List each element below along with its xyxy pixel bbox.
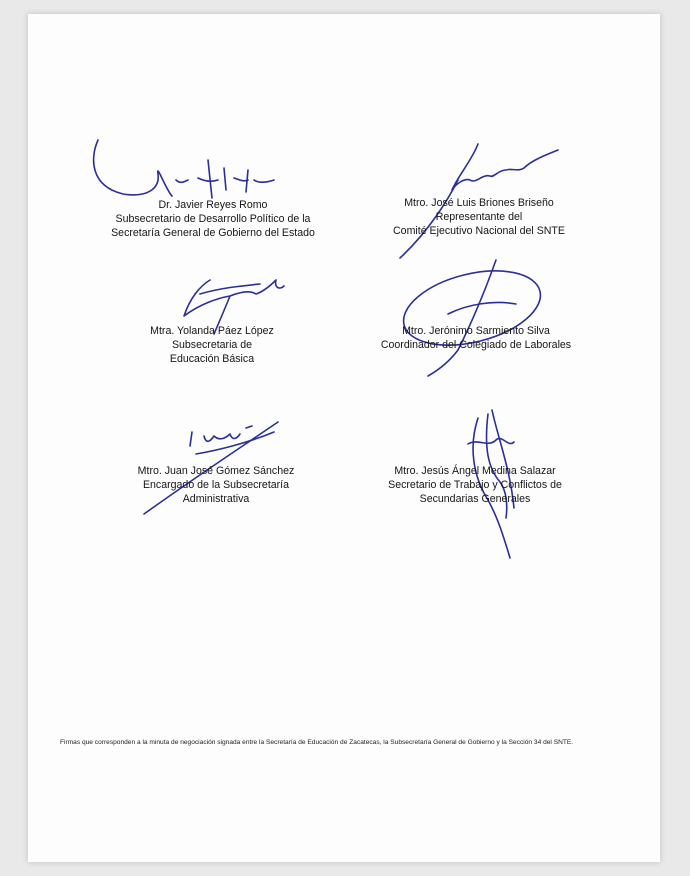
signatory-title-line: Encargado de la Subsecretaría <box>142 479 290 491</box>
signatory-name: Mtro. Jesús Ángel Medina Salazar <box>394 465 556 477</box>
signature-jeronimo-sarmiento <box>398 258 568 378</box>
signatory-title-line: Comité Ejecutivo Nacional del SNTE <box>393 225 565 237</box>
signatory-title-line: Secundarias Generales <box>419 493 531 505</box>
signatory-name: Mtro. José Luis Briones Briseño <box>404 197 554 209</box>
signatory-title-line: Educación Básica <box>169 353 255 365</box>
signatory-title-line: Representante del <box>435 211 523 223</box>
signatory-block-1 <box>78 198 348 240</box>
signatory-block-4 <box>352 324 600 352</box>
signatory-title-line: Secretaría General de Gobierno del Estado <box>111 227 315 239</box>
signatory-name: Mtra. Yolanda Páez López <box>150 325 274 337</box>
signatory-title-line: Subsecretaria de <box>171 339 253 351</box>
signatory-block-6 <box>352 464 598 506</box>
footer-note: Firmas que corresponden a la minuta de negociación signada entre la Secretaría de Educación de Zacatecas, la Subsecretaría General de Gobierno y la Sección 34 del SNTE. <box>60 739 574 746</box>
signatory-title-line: Coordinador del Colegiado de Laborales <box>380 339 572 351</box>
signatory-title-line: Subsecretario de Desarrollo Político de la <box>115 213 311 225</box>
signatory-title-line: Administrativa <box>182 493 250 505</box>
signatory-name: Dr. Javier Reyes Romo <box>158 199 268 211</box>
signatory-block-5 <box>106 464 326 506</box>
signatory-block-3 <box>112 324 312 366</box>
signatory-title-line: Secretario de Trabajo y Conflictos de <box>388 479 562 491</box>
signatory-name: Mtro. Jerónimo Sarmiento Silva <box>402 325 550 337</box>
signatory-name: Mtro. Juan José Gómez Sánchez <box>137 465 295 477</box>
signatory-block-2 <box>362 196 596 238</box>
